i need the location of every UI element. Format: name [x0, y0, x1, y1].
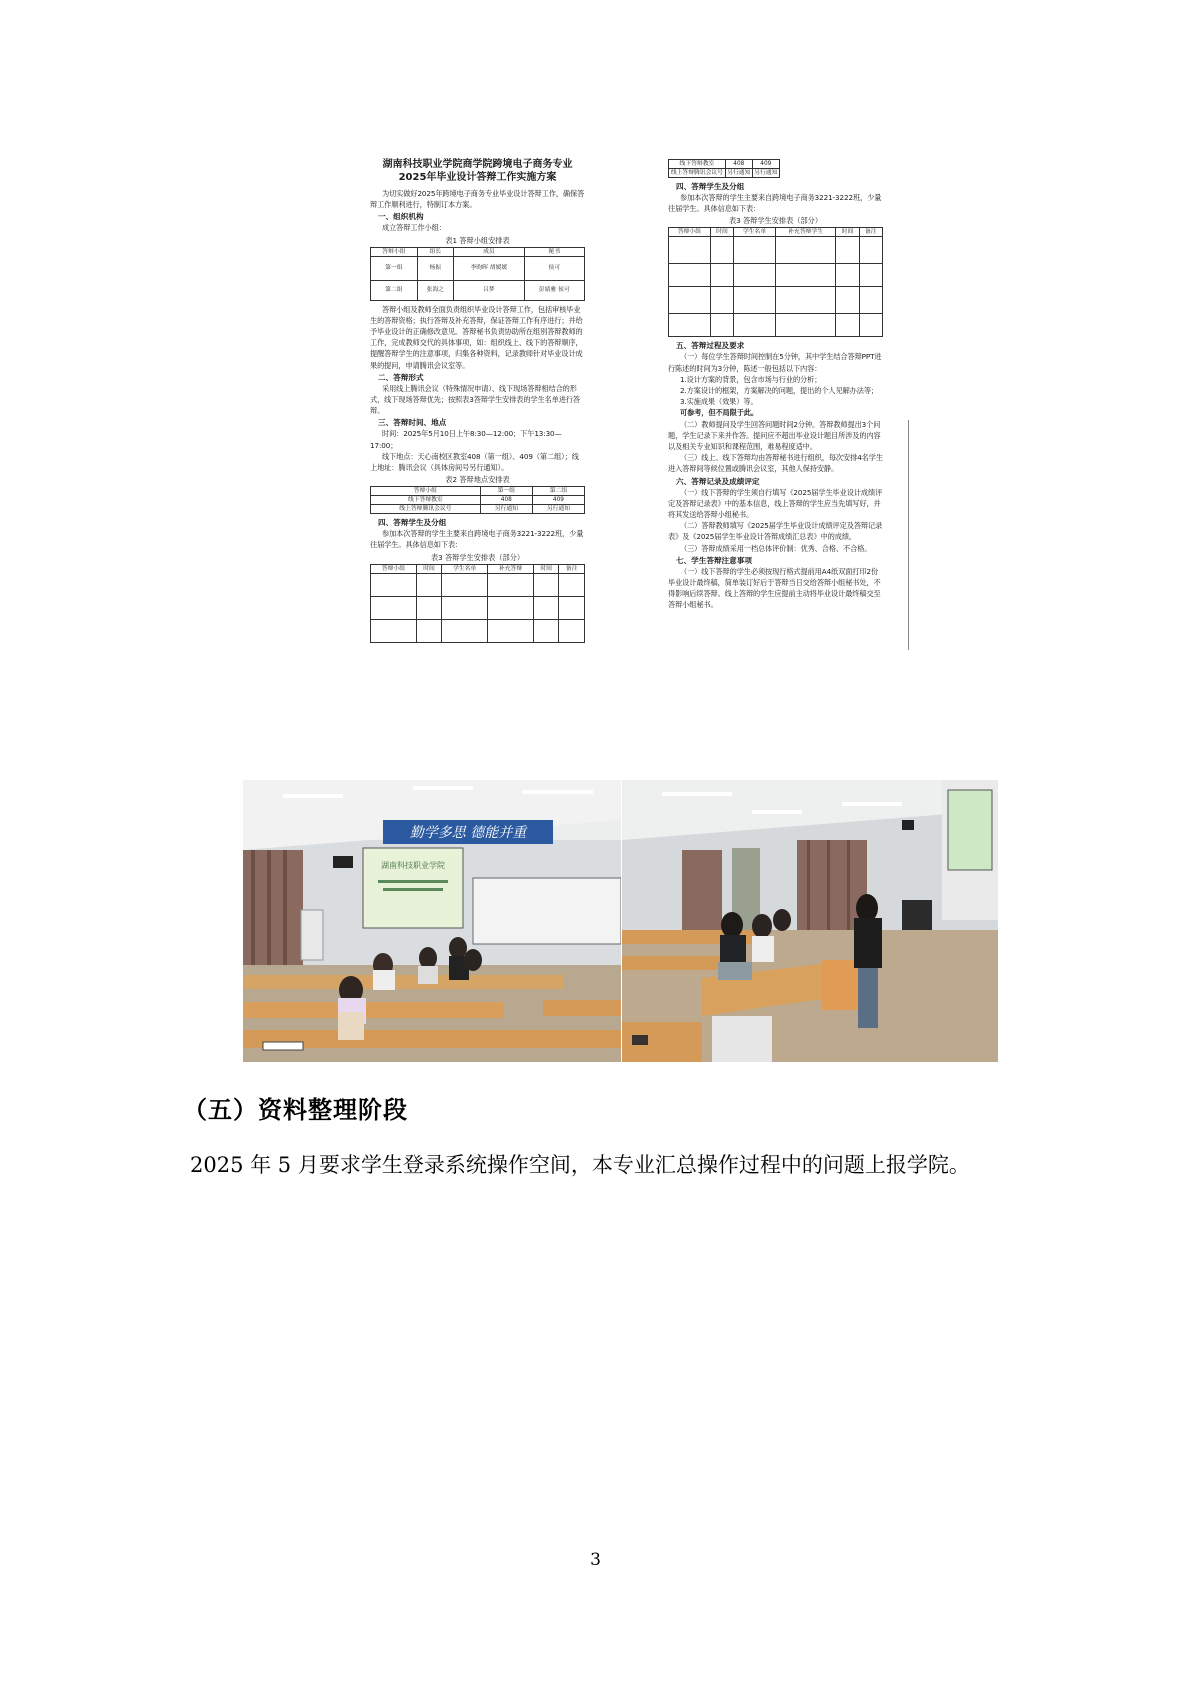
scan-s5-p2: 1.设计方案的背景，包含市场与行业的分析； — [680, 374, 822, 384]
scanned-page-left — [370, 158, 585, 780]
scan-title: 湖南科技职业学院商学院跨境电子商务专业2025年毕业设计答辩工作实施方案 — [382, 159, 573, 183]
screen-text: 湖南科技职业学院 — [381, 861, 445, 870]
classroom-photo-left — [243, 780, 621, 1062]
scan-s5-p7: （三）线上、线下答辩均由答辩秘书进行组织，每次安排4名学生进入答辩间等候位置或腾讯会议室，其他人保持安静。 — [668, 453, 883, 474]
table1-cell: 第二组 — [371, 280, 418, 300]
table1-cell: 第一组 — [371, 256, 418, 280]
top-table-cell: 另行通知 — [727, 170, 751, 176]
scan-text-2: 采用线上腾讯会议（特殊情况申请）、线下现场答辩相结合的形式，线下现场答辩优先；按照表3答辩学生安排表的学生名单进行答辩。 — [370, 383, 581, 416]
scan-s5-p1: （一）每位学生答辩时间控制在5分钟，其中学生结合答辩PPT进行陈述的时间为3分钟，陈述一般包括以下内容： — [668, 352, 882, 373]
table3-header: 时间 — [533, 564, 559, 573]
table1-cell: 吕梦 — [454, 280, 525, 300]
table2-cell: 另行通知 — [532, 505, 584, 514]
scan-s6-p2: （二）答辩教师填写《2025届学生毕业设计成绩评定及答辩记录表》及《2025届学生毕业设计答辩成绩汇总表》中的成绩。 — [668, 521, 883, 542]
banner-text: 勤学多思 德能并重 — [409, 825, 527, 841]
scan-s5-p4: 3.实施成果（效果）等。 — [680, 397, 758, 407]
top-table-cell: 409 — [752, 160, 779, 169]
scan-text-1: 成立答辩工作小组： — [382, 223, 446, 233]
scan-heading-4: 四、答辩学生及分组 — [378, 518, 447, 528]
table2-header: 第一组 — [480, 487, 532, 496]
table3-header: 学生名单 — [442, 564, 488, 573]
table3-header: 时间 — [416, 564, 442, 573]
classroom-photo-right — [622, 780, 998, 1062]
scan-heading-3: 三、答辩时间、地点 — [378, 418, 447, 428]
scan-heading-7: 七、学生答辩注意事项 — [676, 555, 752, 565]
table3r-header: 时间 — [836, 228, 859, 237]
table1-cell: 张海之 — [417, 280, 453, 300]
table1-header: 成员 — [454, 247, 525, 256]
table2-cell: 408 — [480, 496, 532, 505]
scan-s6-p3: （三）答辩成绩采用一档总体评价制：优秀、合格、不合格。 — [680, 543, 872, 553]
scan-heading-4r: 四、答辩学生及分组 — [676, 182, 745, 191]
scan-edge-line — [908, 420, 909, 650]
scan-s7-p1: （一）线下答辩的学生必须按现行格式提前用A4纸双面打印2份毕业设计最终稿，简单装订好后于答辩当日交给答辩小组秘书处，不得影响后续答辩。线上答辩的学生应提前主动将毕业设计最终稿交至答辩小组秘书。 — [668, 566, 881, 610]
scan-heading-1: 一、组织机构 — [378, 212, 424, 222]
table3r-header: 补充答辩学生 — [775, 228, 835, 237]
scan-intro: 为切实做好2025年跨境电子商务专业毕业设计答辩工作，确保答辩工作顺利进行，特制订本方案。 — [370, 189, 585, 210]
top-table — [668, 159, 780, 178]
scan-duty-text: 答辩小组及教师全面负责组织毕业设计答辩工作，包括审核毕业生的答辩资格；执行答辩及补充答辩，保证答辩工作有序进行；并给予毕业设计的正确修改意见。答辩秘书负责协助所在组别答辩教师的工作，完成教师交代的具体事项，如：组织线上、线下的答辩顺序，提醒答辩学生的注意事项，归集各种资料，记录教师针对毕业设计成果的提问，申请腾讯会议室等。 — [370, 304, 583, 370]
scan-place: 线下地点：天心南校区教室408（第一组）、409（第二组）；线上地址：腾讯会议（具体房间号另行通知）。 — [370, 451, 579, 473]
table3-header: 补充答辩 — [488, 564, 534, 573]
body-paragraph: 2025 年 5 月要求学生登录系统操作空间，本专业汇总操作过程中的问题上报学院。 — [190, 1153, 970, 1177]
top-table-cell: 线下答辩教室 — [669, 160, 726, 169]
table2-header: 第二组 — [532, 487, 584, 496]
table3r-header: 备注 — [859, 228, 882, 237]
top-table-cell: 408 — [725, 160, 752, 169]
classroom-illustration-right — [622, 780, 998, 1062]
scan-time: 时间：2025年5月10日上午8:30—12:00；下午13:30—17:00； — [370, 429, 562, 450]
table2 — [370, 486, 585, 514]
table1-caption: 表1 答辩小组安排表 — [445, 235, 510, 245]
table3-header: 答辩小组 — [371, 564, 417, 573]
scan-s5-p6: （二）教师提问及学生回答问题时间2分钟。答辩教师提出3个问题，学生记录下来并作答。提问应不超出毕业设计题目所涉及的内容以及相关专业知识和课程范围，难易程度适中。 — [668, 419, 881, 452]
table1-cell: 侯可 — [524, 256, 584, 280]
table1-header: 答辩小组 — [371, 247, 418, 256]
table3-caption: 表3 答辩学生安排表（部分） — [430, 552, 525, 562]
table1-header: 组长 — [417, 247, 453, 256]
scan-s5-p5: 可参考，但不局限于此。 — [680, 408, 758, 418]
table1-cell: 李昀晖 胡媛媛 — [454, 256, 525, 280]
table2-cell: 线下答辩教室 — [371, 496, 481, 505]
table3r-header: 学生名单 — [734, 228, 776, 237]
table3r — [668, 227, 883, 337]
top-table-cell: 另行通知 — [754, 170, 778, 176]
table2-cell: 409 — [532, 496, 584, 505]
scan-heading-5: 五、答辩过程及要求 — [676, 341, 745, 351]
table3r-header: 答辩小组 — [669, 228, 711, 237]
table3 — [370, 564, 585, 643]
page-number: 3 — [590, 1550, 601, 1570]
scan-s5-p3: 2.方案设计的框架，方案解决的问题，提出的个人见解办法等； — [680, 386, 879, 396]
scan-heading-2: 二、答辩形式 — [378, 372, 424, 382]
table1 — [370, 247, 585, 301]
scan-text-4: 参加本次答辩的学生主要来自跨境电子商务3221-3222班，少量往届学生。具体信息如下表： — [370, 529, 584, 550]
classroom-illustration-left — [243, 780, 621, 1062]
section-heading: （五）资料整理阶段 — [183, 1096, 408, 1124]
top-table-cell: 线上答辩腾讯会议号 — [669, 169, 726, 178]
table1-cell: 彭婧雅 侯可 — [524, 280, 584, 300]
table2-cell: 另行通知 — [480, 505, 532, 514]
table3-header: 备注 — [559, 564, 585, 573]
table2-caption: 表2 答辩地点安排表 — [445, 475, 510, 485]
table2-cell: 线上答辩腾讯会议号 — [371, 505, 481, 514]
table2-header: 答辩小组 — [371, 487, 481, 496]
table1-cell: 杨振 — [417, 256, 453, 280]
scan-text-4r: 参加本次答辩的学生主要来自跨境电子商务3221-3222班，少量往届学生。具体信息如下表： — [668, 193, 882, 214]
table3r-header: 时间 — [710, 228, 733, 237]
scan-heading-6: 六、答辩记录及成绩评定 — [676, 476, 760, 486]
table3r-caption: 表3 答辩学生安排表（部分） — [728, 216, 823, 226]
scan-s6-p1: （一）线下答辩的学生须自行填写《2025届学生毕业设计成绩评定及答辩记录表》中的基本信息，线上答辩的学生应当先填写好，并将其发送给答辩小组秘书。 — [668, 487, 883, 520]
table1-header: 秘书 — [524, 247, 584, 256]
scanned-page-right — [668, 158, 883, 780]
